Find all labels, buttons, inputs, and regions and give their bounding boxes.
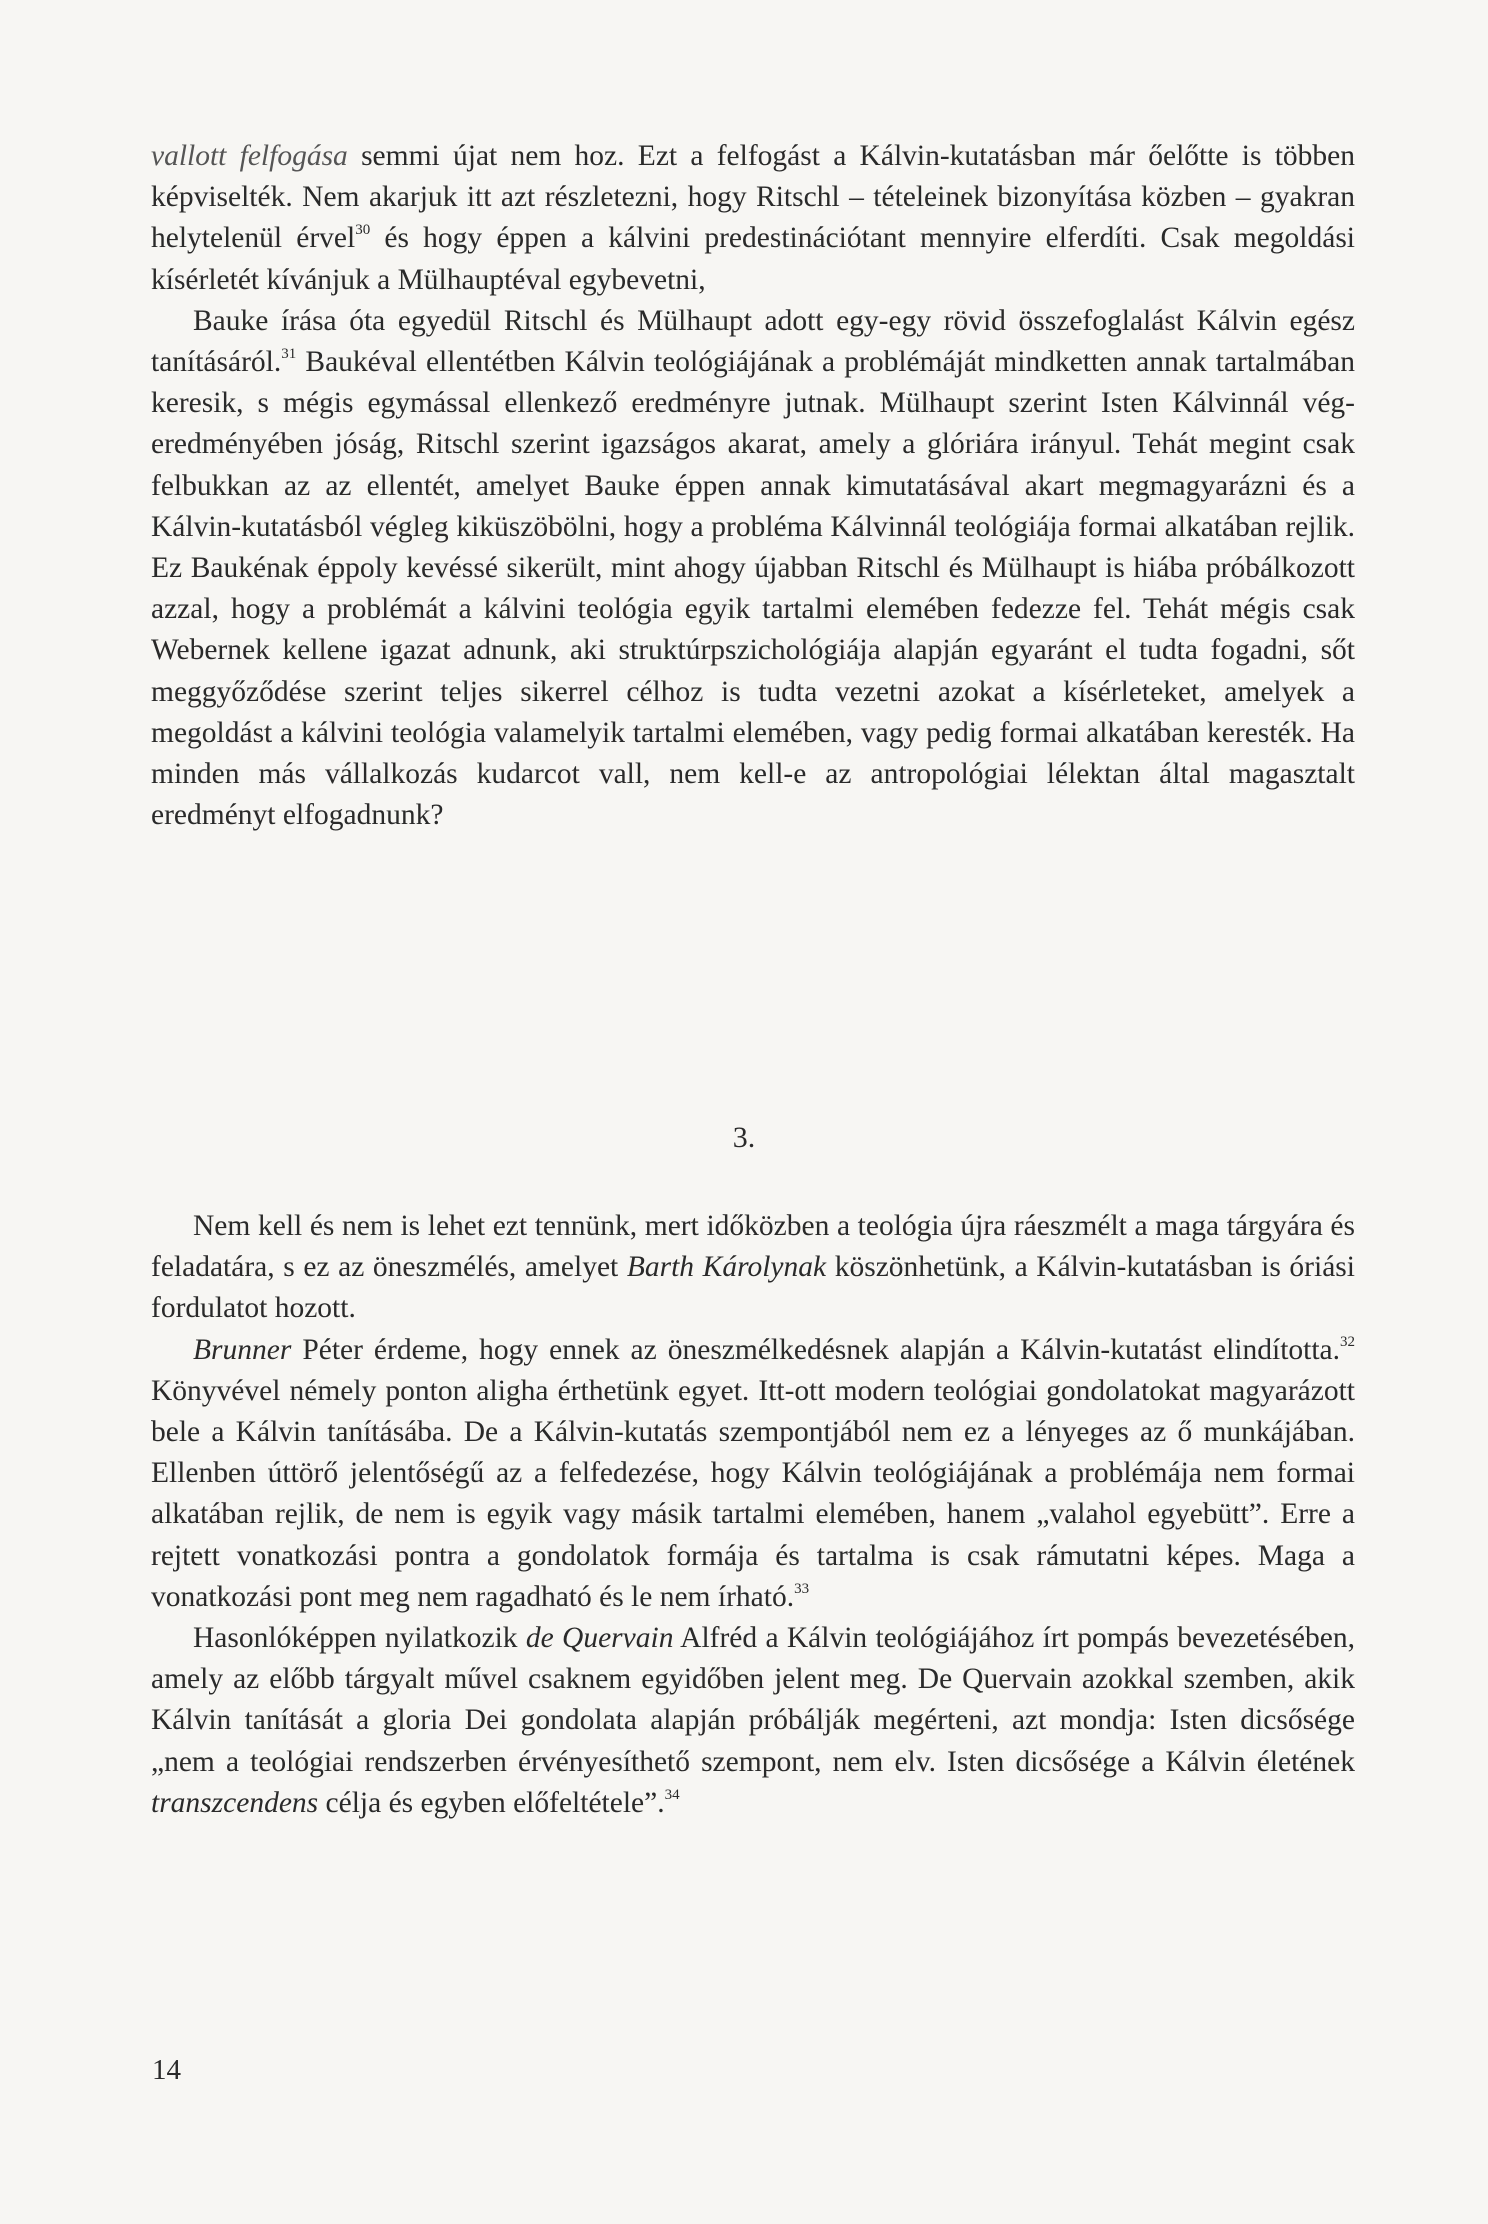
emphasis-name: Brunner bbox=[193, 1333, 292, 1366]
footnote-marker: 33 bbox=[794, 1580, 810, 1597]
paragraph-2 bbox=[151, 301, 1355, 837]
paragraph-text: Nem kell és nem is lehet ezt tennünk, mert időközben a teológia újra ráeszmélt a maga tárgyára és feladatára, s ez az öneszmélés, amelyet bbox=[151, 1210, 1355, 1284]
paragraph-text: semmi újat nem hoz. Ezt a felfogást a Kálvin-kutatásban már őelőtte is többen képviselték. Nem akarjuk itt azt részletezni, hogy Ritschl – tételeinek bizonyítása közben – gyakran helytelenül érvel bbox=[151, 140, 1355, 255]
text-block-lower bbox=[151, 1206, 1355, 1824]
footnote-marker: 34 bbox=[664, 1786, 680, 1803]
paragraph-text: köszönhetünk, a Kálvin-kutatásban is óriási fordulatot hozott. bbox=[151, 1251, 1355, 1325]
paragraph-text: célja és egyben előfeltétele”. bbox=[318, 1786, 665, 1819]
paragraph-text: Hasonlóképpen nyilatkozik bbox=[193, 1622, 526, 1655]
text-block-upper bbox=[151, 136, 1355, 836]
emphasis-term: transzcendens bbox=[151, 1786, 319, 1819]
section-number: 3. bbox=[732, 1121, 756, 1154]
paragraph-text: és hogy éppen a kálvini predestinációtant mennyire elferdíti. Csak megoldási kísérletét kívánjuk a Mülhauptéval egybevetni, bbox=[151, 222, 1355, 296]
paragraph-4 bbox=[151, 1330, 1355, 1618]
emphasis-name: Barth Károlynak bbox=[626, 1251, 827, 1284]
paragraph-text: Baukéval ellentétben Kálvin teológiájának a problémáját mindketten annak tartalmában keresik, s mégis egymással ellenkező eredményre jutnak. Mülhaupt szerint Isten Kálvinnál végeredményében jóság, Ritschl szerint igazságos akarat, amely a glóriára irányul. Tehát megint csak felbukkan az az ellentét, amelyet Bauke éppen annak kimutatásával akart megmagyarázni és a Kálvin-kutatásból végleg kiküszöbölni, hogy a probléma Kálvinnál teológiája formai alkatában rejlik. Ez Baukénak éppoly kevéssé sikerült, mint ahogy újabban Ritschl és Mülhaupt is hiába próbálkozott azzal, hogy a problémát a kálvini teológia egyik tartalmi elemében fedezze fel. Tehát mégis csak Webernek kellene igazat adnunk, aki struktúrpszichológiája alapján egyaránt el tudta fogadni, sőt meggyőződése szerint teljes sikerrel célhoz is tudta vezetni azokat a kísérleteket, amelyek a megoldást a kálvini teológia valamelyik tartalmi elemében, vagy pedig formai alkatában keresték. Ha minden más vállalkozás kudarcot vall, nem kell-e az antropológiai lélektan által magasztalt eredményt elfogadnunk? bbox=[151, 346, 1355, 832]
faded-lead-text: vallott felfogása bbox=[151, 140, 348, 172]
paragraph-5 bbox=[151, 1618, 1355, 1824]
footnote-marker: 32 bbox=[1340, 1333, 1355, 1350]
paragraph-text: Alfréd a Kálvin teológiájához írt pompás bevezetésében, amely az előbb tárgyalt művel csaknem egyidőben jelent meg. De Quervain azokkal szemben, akik Kálvin tanítását a gloria Dei gondolata alapján próbálják megérteni, azt mondja: Isten dicsősége „nem a teológiai rendszerben érvényesíthető szempont, nem elv. Isten dicsősége a Kálvin életének bbox=[151, 1622, 1355, 1778]
paragraph-1 bbox=[151, 136, 1355, 301]
paragraph-3 bbox=[151, 1206, 1355, 1330]
paragraph-text: Bauke írása óta egyedül Ritschl és Mülhaupt adott egy-egy rövid összefoglalást Kálvin egész tanításáról. bbox=[151, 304, 1355, 379]
footnote-marker: 30 bbox=[355, 222, 371, 239]
paragraph-text: Könyvével némely ponton aligha érthetünk egyet. Itt-ott modern teológiai gondolatokat magyarázott bele a Kálvin tanításába. De a Kálvin-kutatás szempontjából nem ez a lényeges az ő munkájában. Ellenben úttörő jelentőségű az a felfedezése, hogy Kálvin teológiájának a problémája nem formai alkatában rejlik, de nem is egyik vagy másik tartalmi elemében, hanem „valahol egyebütt”. Erre a rejtett vonatkozási pontra a gondolatok formája és tartalma is csak rámutatni képes. Maga a vonatkozási pont meg nem ragadható és le nem írható. bbox=[151, 1374, 1355, 1613]
page-number: 14 bbox=[152, 2054, 181, 2086]
footnote-marker: 31 bbox=[281, 346, 297, 363]
emphasis-name: de Quervain bbox=[525, 1622, 674, 1655]
paragraph-text: Péter érdeme, hogy ennek az öneszmélkedésnek alapján a Kálvin-kutatást elindította. bbox=[291, 1333, 1340, 1366]
